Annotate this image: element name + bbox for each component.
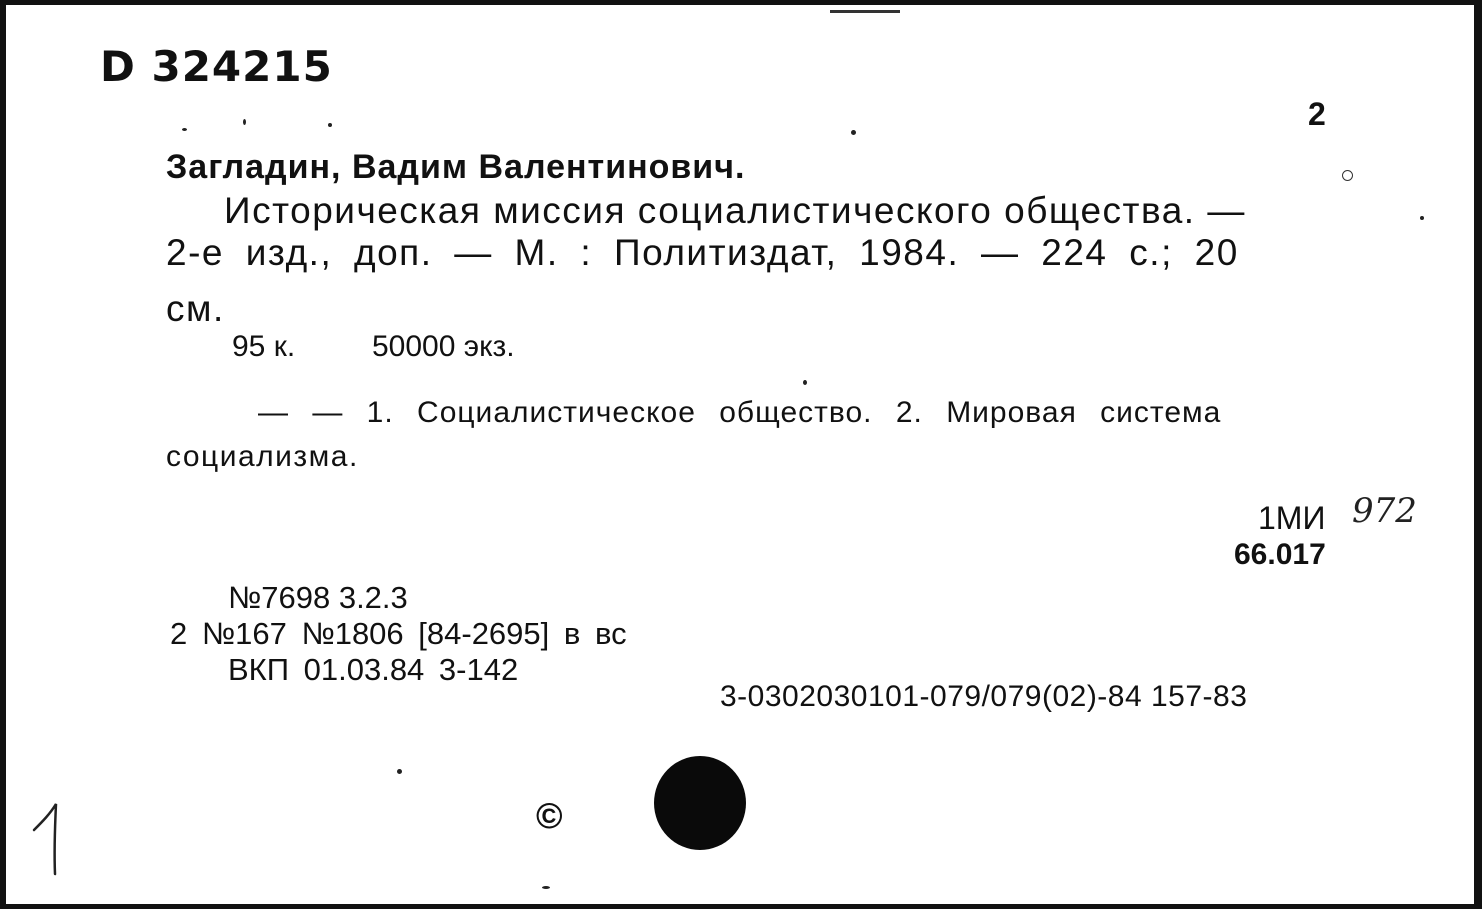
subjects-line-2: социализма. bbox=[166, 440, 359, 473]
speck bbox=[328, 123, 332, 127]
card-notch bbox=[830, 10, 900, 13]
card-border-top bbox=[0, 0, 1482, 5]
isbn-line: 3-0302030101-079/079(02)-84 157-83 bbox=[720, 680, 1248, 713]
card-border-left bbox=[0, 0, 6, 909]
speck bbox=[803, 380, 807, 385]
handwritten-number-mark bbox=[28, 800, 68, 880]
price: 95 к. bbox=[232, 330, 296, 363]
call-number: D 324215 bbox=[100, 42, 333, 91]
card-number: 2 bbox=[1308, 96, 1326, 132]
classification-index: 66.017 bbox=[1234, 538, 1326, 571]
card-border-right bbox=[1474, 0, 1482, 909]
speck bbox=[397, 769, 402, 774]
title-line-3: см. bbox=[166, 288, 225, 329]
speck bbox=[1420, 216, 1424, 220]
classification-code: 1МИ bbox=[1258, 500, 1326, 536]
classification-handwritten: 972 bbox=[1352, 491, 1417, 531]
tech-line-2: 2 №167 №1806 [84-2695] в вс bbox=[170, 616, 627, 651]
card-border-bottom bbox=[0, 904, 1482, 909]
copyright-mark: © bbox=[536, 795, 563, 836]
title-line-2: 2-е изд., доп. — М. : Политиздат, 1984. — 224 с.; 20 bbox=[166, 232, 1239, 273]
speck bbox=[851, 130, 856, 135]
punch-hole bbox=[654, 756, 746, 850]
speck bbox=[182, 128, 187, 131]
tech-line-3: ВКП 01.03.84 3-142 bbox=[228, 652, 519, 687]
author-heading: Загладин, Вадим Валентинович. bbox=[166, 148, 746, 186]
speck bbox=[542, 886, 550, 889]
speck bbox=[243, 119, 246, 125]
title-line-1: Историческая миссия социалистического общества. — bbox=[224, 190, 1246, 231]
tech-line-1: №7698 3.2.3 bbox=[228, 580, 408, 615]
subjects-line-1: — — 1. Социалистическое общество. 2. Мировая система bbox=[258, 396, 1222, 429]
print-run: 50000 экз. bbox=[372, 330, 515, 363]
small-circle-mark bbox=[1342, 170, 1353, 181]
